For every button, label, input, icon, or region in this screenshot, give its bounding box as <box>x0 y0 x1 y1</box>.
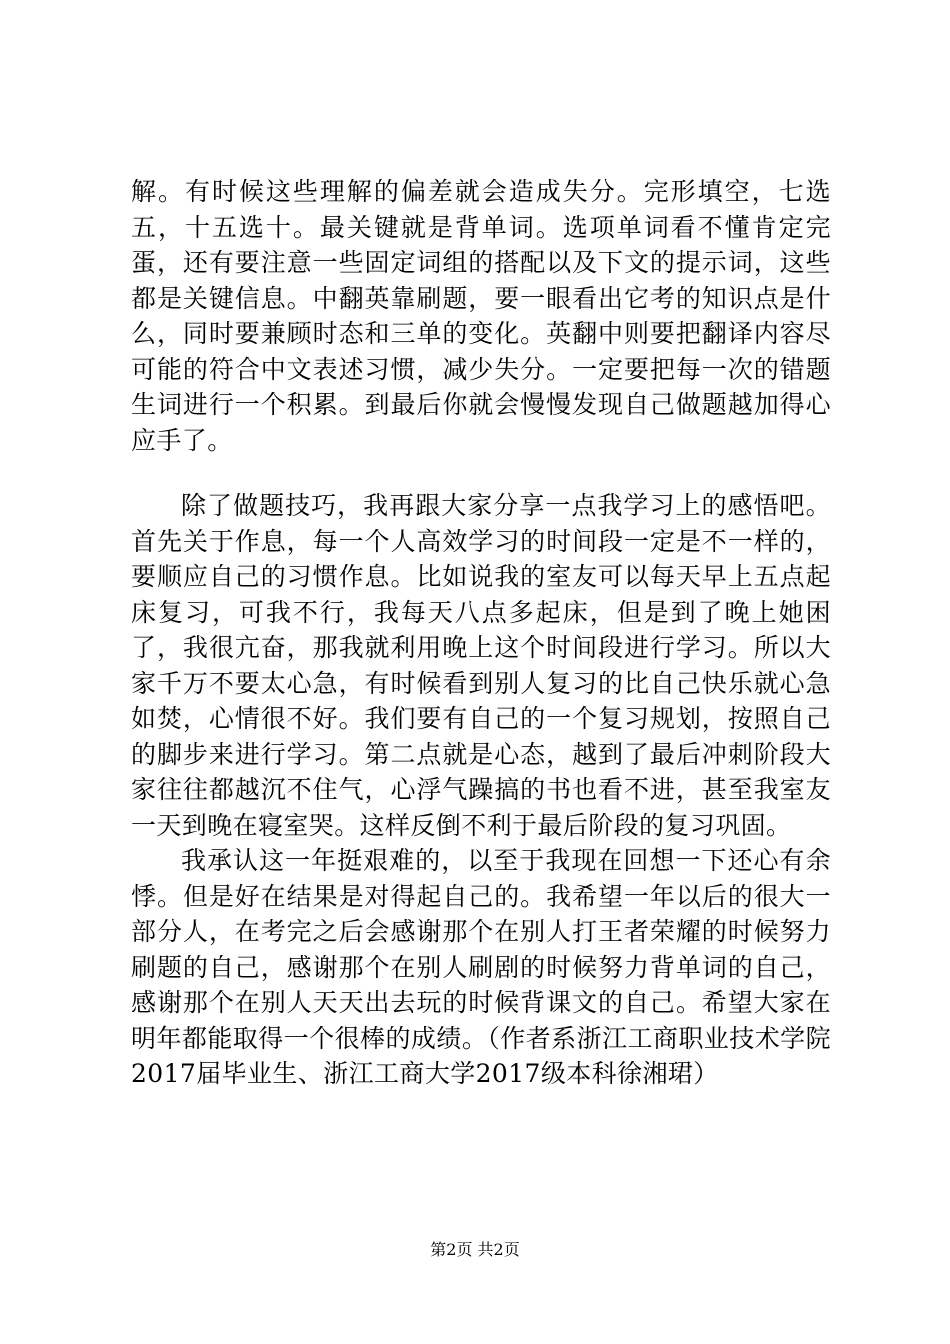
document-body <box>131 174 831 1092</box>
page-footer: 第2页 共2页 <box>430 1240 520 1259</box>
paragraph-continuation: 解。有时候这些理解的偏差就会造成失分。完形填空，七选五，十五选十。最关键就是背单词。选项单词看不懂肯定完蛋，还有要注意一些固定词组的搭配以及下文的提示词，这些都是关键信息。中翻英靠刷题，要一眼看出它考的知识点是什么，同时要兼顾时态和三单的变化。英翻中则要把翻译内容尽可能的符合中文表述习惯，减少失分。一定要把每一次的错题生词进行一个积累。到最后你就会慢慢发现自己做题越加得心应手了。 <box>131 177 831 455</box>
paragraph-study-insights: 除了做题技巧，我再跟大家分享一点我学习上的感悟吧。首先关于作息，每一个人高效学习的时间段一定是不一样的，要顺应自己的习惯作息。比如说我的室友可以每天早上五点起床复习，可我不行，我每天八点多起床，但是到了晚上她困了，我很亢奋，那我就利用晚上这个时间段进行学习。所以大家千万不要太心急，有时候看到别人复习的比自己快乐就心急如焚，心情很不好。我们要有自己的一个复习规划，按照自己的脚步来进行学习。第二点就是心态，越到了最后冲刺阶段大家往往都越沉不住气，心浮气躁搞的书也看不进，甚至我室友一天到晚在寝室哭。这样反倒不利于最后阶段的复习巩固。 <box>131 491 831 840</box>
paragraph-closing: 我承认这一年挺艰难的，以至于我现在回想一下还心有余悸。但是好在结果是对得起自己的。我希望一年以后的很大一部分人，在考完之后会感谢那个在别人打王者荣耀的时候努力刷题的自己，感谢那个在别人刷剧的时候努力背单词的自己，感谢那个在别人天天出去玩的时候背课文的自己。希望大家在明年都能取得一个很棒的成绩。（作者系浙江工商职业技术学院2017届毕业生、浙江工商大学2017级本科徐湘珺） <box>131 846 831 1088</box>
